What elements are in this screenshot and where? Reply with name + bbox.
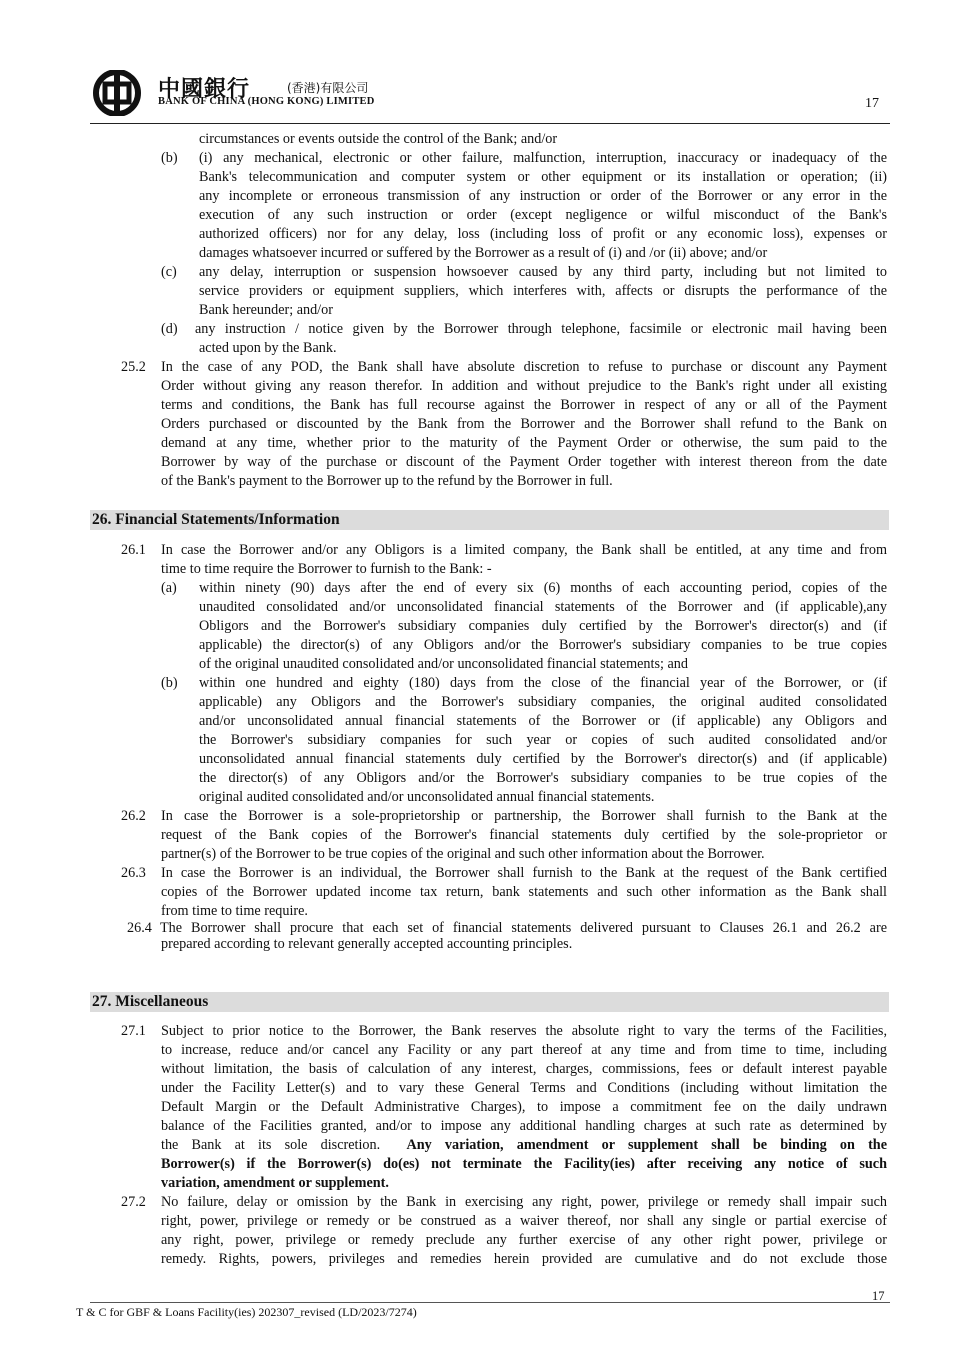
text-line: execution of any such instruction or order (except negligence or wilful misconduct of the Bank's: [199, 207, 887, 223]
text-line: right, power, privilege or remedy or be construed as a waiver thereof, nor shall any single or partial exercise of: [161, 1213, 887, 1229]
clause-26-1-number: 26.1: [121, 542, 146, 558]
text-line: of the Bank's payment to the Borrower up to the refund by the Borrower in full.: [161, 473, 613, 489]
text-line: from time to time require.: [161, 903, 308, 919]
text-line: demand at any time, whether prior to the maturity of the Payment Order or otherwise, the sum paid to the: [161, 435, 887, 451]
text-line: In the case of any POD, the Bank shall have absolute discretion to refuse to purchase or discount any Payment: [161, 359, 887, 375]
bank-chinese-name: 中國銀行: [158, 76, 251, 102]
text-line: damages whatsoever incurred or suffered by the Borrower as a result of (i) and /or (ii) above; and/or: [199, 245, 768, 261]
text-line: acted upon by the Bank.: [199, 340, 337, 356]
clause-25-1-d-label: (d): [161, 321, 178, 337]
footer-document-reference: T & C for GBF & Loans Facility(ies) 202307_revised (LD/2023/7274): [76, 1305, 417, 1319]
text-line: unconsolidated annual financial statements duly certified by the Borrower's director(s) and (if applicable): [199, 751, 887, 767]
text-line: Default Margin or the Default Administrative Charges), to impose a commitment fee on the daily undrawn: [161, 1099, 887, 1115]
text-line: time to time require the Borrower to furnish to the Bank: -: [161, 561, 492, 577]
text-line: applicable) the director(s) of any Obligors and/or the Borrower's subsidiary companies to be true copies: [199, 637, 887, 653]
text-line: In case the Borrower is an individual, the Borrower shall furnish to the Bank at the request of the Bank certified: [161, 865, 887, 881]
text-line: Bank's telecommunication and computer system or other equipment or its installation or operation; (ii): [199, 169, 887, 185]
clause-25-1-a-tail: circumstances or events outside the control of the Bank; and/or: [199, 131, 558, 147]
footer-divider: [90, 1302, 890, 1303]
clause-26-1-b-label: (b): [161, 675, 178, 691]
text-line: Orders purchased or discounted by the Bank from the Borrower and the Borrower shall refund to the Bank on: [161, 416, 887, 432]
header-divider: [90, 123, 890, 124]
text-line: Borrower by way of the purchase or discount of the Payment Order together with interest thereon from the date: [161, 454, 887, 470]
section-27-heading: 27. Miscellaneous: [90, 992, 889, 1012]
text-line: service providers or equipment suppliers, which interferes with, affects or disrupts the performance of the: [199, 283, 887, 299]
clause-26-2-number: 26.2: [121, 808, 146, 824]
bank-logo-icon: [92, 70, 142, 116]
text-line: under the Facility Letter(s) and to vary these General Terms and Conditions (including without limitation the: [161, 1080, 887, 1096]
text-line: partner(s) of the Borrower to be true copies of the original and such other information about the Borrower.: [161, 846, 765, 862]
text-line: within one hundred and eighty (180) days from the close of the financial year of the Borrower, or (if: [199, 675, 887, 691]
text-line: within ninety (90) days after the end of every six (6) months of each accounting period, copies of the: [199, 580, 887, 596]
bold-text-line: variation, amendment or supplement.: [161, 1175, 389, 1191]
text-line: any instruction / notice given by the Borrower through telephone, facsimile or electronic mail having been: [195, 321, 887, 337]
header-page-number: 17: [865, 96, 879, 111]
text-line: applicable) any Obligors and the Borrower's subsidiary companies, the original audited consolidated: [199, 694, 887, 710]
text-line: Bank hereunder; and/or: [199, 302, 333, 318]
text-line: terms and conditions, the Bank has full recourse against the Borrower in respect of any or all of the Payment: [161, 397, 887, 413]
footer-page-number: 17: [872, 1289, 885, 1303]
clause-27-1-number: 27.1: [121, 1023, 146, 1039]
text-line: without limitation, the basis of calculation of any interest, charges, commissions, fees or default interest payable: [161, 1061, 887, 1077]
clause-25-1-c-label: (c): [161, 264, 177, 280]
text-line: request of the Bank copies of the Borrower's financial statements duly certified by the sole-proprietor or: [161, 827, 887, 843]
text-line: and/or unconsolidated annual financial statements of the Borrower or (if applicable) any Obligors and: [199, 713, 887, 729]
plain-text: the Bank at its sole discretion.: [161, 1137, 381, 1153]
text-line: No failure, delay or omission by the Bank in exercising any right, power, privilege or remedy shall impair such: [161, 1194, 887, 1210]
clause-27-2-number: 27.2: [121, 1194, 146, 1210]
text-line: Obligors and the Borrower's subsidiary companies duly certified by the Borrower's director(s) and (if: [199, 618, 887, 634]
bank-english-name: BANK OF CHINA (HONG KONG) LIMITED: [158, 96, 375, 107]
text-line: original audited consolidated and/or unconsolidated annual financial statements.: [199, 789, 655, 805]
text-line: any incomplete or erroneous transmission of any instruction or order of the Borrower or any error in the: [199, 188, 887, 204]
text-line: The Borrower shall procure that each set of financial statements delivered pursuant to Clauses 26.1 and 26.2 are: [160, 920, 887, 936]
clause-26-1-a-label: (a): [161, 580, 177, 596]
clause-26-3-number: 26.3: [121, 865, 146, 881]
text-line: the director(s) of any Obligors and/or the Borrower's subsidiary companies to be true copies of the: [199, 770, 887, 786]
text-line: copies of the Borrower updated income tax return, bank statements and such other information as the Bank shall: [161, 884, 887, 900]
text-line: remedy. Rights, powers, privileges and remedies herein provided are cumulative and do not exclude those: [161, 1251, 887, 1267]
text-line: (i) any mechanical, electronic or other failure, malfunction, interruption, inaccuracy or inadequacy of the: [199, 150, 887, 166]
text-line: authorized officers) nor for any delay, loss (including loss of profit or any economic loss), expenses or: [199, 226, 887, 242]
text-line: In case the Borrower and/or any Obligors is a limited company, the Bank shall be entitled, at any time and from: [161, 542, 887, 558]
text-line: Order without giving any reason therefor. In addition and without prejudice to the Bank's right under all existing: [161, 378, 887, 394]
text-line: of the original unaudited consolidated and/or unconsolidated financial statements; and: [199, 656, 688, 672]
text-line: the Borrower's subsidiary companies for such year or copies of such audited consolidated and/or: [199, 732, 887, 748]
text-line: to increase, reduce and/or cancel any Facility or any part thereof at any time and from time to time, including: [161, 1042, 887, 1058]
text-line: prepared according to relevant generally accepted accounting principles.: [161, 936, 573, 952]
clause-26-4-number: 26.4: [127, 920, 152, 936]
bank-chinese-suffix: (香港)有限公司: [287, 81, 369, 95]
text-line: any delay, interruption or suspension howsoever caused by any third party, including but not limited to: [199, 264, 887, 280]
text-line: In case the Borrower is a sole-proprietorship or partnership, the Borrower shall furnish to the Bank at the: [161, 808, 887, 824]
text-line: Subject to prior notice to the Borrower, the Bank reserves the absolute right to vary the terms of the Facilities,: [161, 1023, 887, 1039]
bold-text-line: Borrower(s) if the Borrower(s) do(es) not terminate the Facility(ies) after receiving any notice of such: [161, 1156, 887, 1172]
text-line: unaudited consolidated and/or unconsolidated financial statements of the Borrower and (if applicable),any: [199, 599, 887, 615]
bold-text: Any variation, amendment or supplement shall be binding on the: [406, 1137, 887, 1153]
text-line: balance of the Facilities granted, and/or to impose any additional handling charges at such rate as determined by: [161, 1118, 887, 1134]
clause-25-2-number: 25.2: [121, 359, 146, 375]
clause-25-1-b-label: (b): [161, 150, 178, 166]
text-line-mixed: [161, 1136, 887, 1155]
text-line: any right, power, privilege or remedy preclude any further exercise of any other right power, privilege or: [161, 1232, 887, 1248]
section-26-heading: 26. Financial Statements/Information: [90, 510, 889, 530]
